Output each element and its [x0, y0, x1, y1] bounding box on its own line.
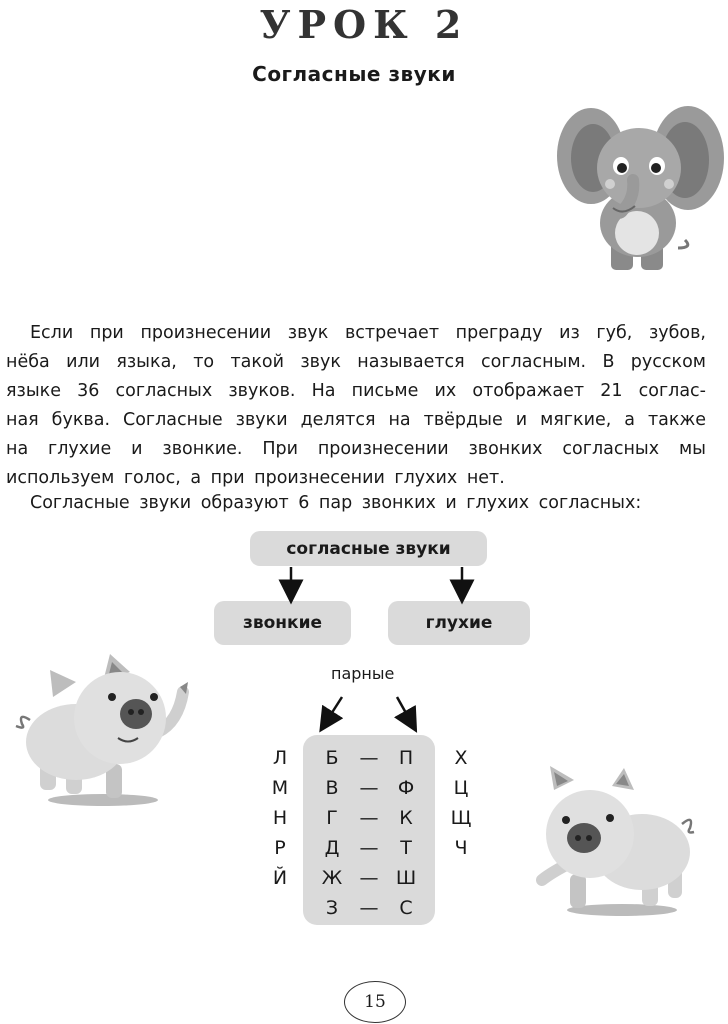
dash: — — [359, 837, 379, 859]
page-number: 15 — [344, 981, 406, 1023]
paragraph-line: языке 36 согласных звуков. На письме их отображает 21 соглас- — [6, 381, 706, 401]
paragraph-line: используем голос, а при произнесении глухих нет. — [6, 468, 505, 488]
letter: В — [325, 777, 339, 799]
letter: Р — [274, 837, 286, 859]
letter: Н — [272, 807, 288, 829]
dash: — — [359, 747, 379, 769]
paragraph-line: нёба или языка, то такой звук называется согласным. В русском — [6, 352, 706, 372]
paired-label: парные — [331, 664, 395, 683]
letter: Л — [272, 747, 288, 769]
dash: — — [359, 807, 379, 829]
lesson-title: УРОК 2 — [259, 2, 469, 47]
letter: З — [325, 897, 339, 919]
dash: — — [359, 897, 379, 919]
pig-illustration-right — [532, 762, 702, 922]
pairs-voiceless-column — [391, 743, 421, 923]
letter: П — [398, 747, 414, 769]
letter: Ф — [397, 777, 415, 799]
letter: Б — [325, 747, 339, 769]
letter: М — [271, 777, 289, 799]
letter: Х — [454, 747, 468, 769]
arrow-paired-left — [326, 697, 342, 722]
pig-illustration-left — [8, 642, 194, 812]
letter: К — [399, 807, 413, 829]
letter: Ц — [453, 777, 469, 799]
voiceless-box: глухие — [388, 601, 530, 645]
letter: Т — [400, 837, 412, 859]
letter: Й — [272, 867, 288, 889]
unpaired-voiced-column — [265, 743, 295, 893]
paragraph-line: на глухие и звонкие. При произнесении звонких согласных мы — [6, 439, 706, 459]
dash: — — [359, 867, 379, 889]
letter: Ш — [395, 867, 417, 889]
letter: С — [399, 897, 413, 919]
letter: Ч — [454, 837, 468, 859]
dash: — — [359, 777, 379, 799]
pairs-dash-column — [354, 743, 384, 923]
pairs-voiced-column — [317, 743, 347, 923]
voiced-box: звонкие — [214, 601, 351, 645]
letter: Ж — [321, 867, 343, 889]
paragraph-line: ная буква. Согласные звуки делятся на твёрдые и мягкие, а также — [6, 410, 706, 430]
letter: Д — [324, 837, 340, 859]
letter: Щ — [450, 807, 472, 829]
arrow-paired-right — [397, 697, 411, 722]
pairs-intro-paragraph: Согласные звуки образуют 6 пар звонких и глухих согласных: — [30, 493, 642, 513]
letter: Г — [326, 807, 338, 829]
paragraph-line: Если при произнесении звук встречает преграду из губ, зубов, — [30, 323, 706, 343]
consonant-sounds-box: согласные звуки — [250, 531, 487, 566]
lesson-subtitle: Согласные звуки — [252, 62, 456, 86]
unpaired-voiceless-column — [446, 743, 476, 863]
